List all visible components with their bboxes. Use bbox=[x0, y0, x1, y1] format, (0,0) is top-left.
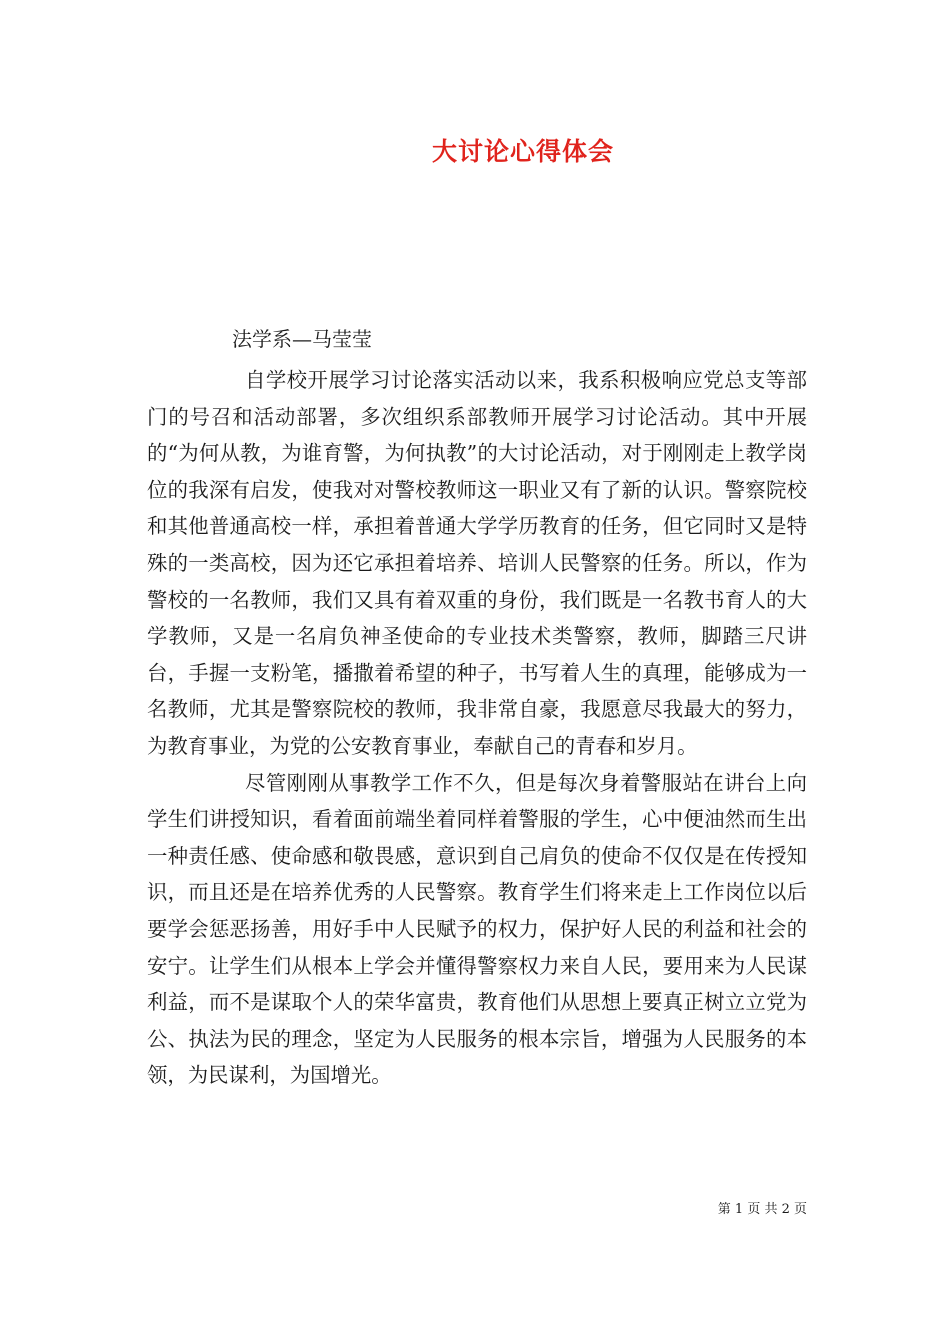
page-number-footer: 第 1 页 共 2 页 bbox=[717, 1202, 807, 1217]
paragraph-1: 自学校开展学习讨论落实活动以来，我系积极响应党总支等部门的号召和活动部署，多次组织系部教师开展学习讨论活动。其中开展的“为何从教，为谁育警，为何执教”的大讨论活动，对于刚刚走上教学岗位的我深有启发，使我对对警校教师这一职业又有了新的认识。警察院校和其他普通高校一样，承担着普通大学学历教育的任务，但它同时又是特殊的一类高校，因为还它承担着培养、培训人民警察的任务。所以，作为警校的一名教师，我们又具有着双重的身份，我们既是一名教书育人的大学教师，又是一名肩负神圣使命的专业技术类警察，教师，脚踏三尺讲台，手握一支粉笔，播撒着希望的种子，书写着人生的真理，能够成为一名教师，尤其是警察院校的教师，我非常自豪，我愿意尽我最大的努力，为教育事业，为党的公安教育事业，奉献自己的青春和岁月。 bbox=[147, 368, 807, 758]
document-title: 大讨论心得体会 bbox=[431, 137, 614, 166]
document-body bbox=[147, 362, 807, 1094]
paragraph-2: 尽管刚刚从事教学工作不久，但是每次身着警服站在讲台上向学生们讲授知识，看着面前端坐着同样着警服的学生，心中便油然而生出一种责任感、使命感和敬畏感，意识到自己肩负的使命不仅仅是在传授知识，而且还是在培养优秀的人民警察。教育学生们将来走上工作岗位以后要学会惩恶扬善，用好手中人民赋予的权力，保护好人民的利益和社会的安宁。让学生们从根本上学会并懂得警察权力来自人民，要用来为人民谋利益，而不是谋取个人的荣华富贵，教育他们从思想上要真正树立立党为公、执法为民的理念，坚定为人民服务的根本宗旨，增强为人民服务的本领，为民谋利，为国增光。 bbox=[147, 770, 807, 1088]
author-line: 法学系—马莹莹 bbox=[232, 327, 372, 351]
